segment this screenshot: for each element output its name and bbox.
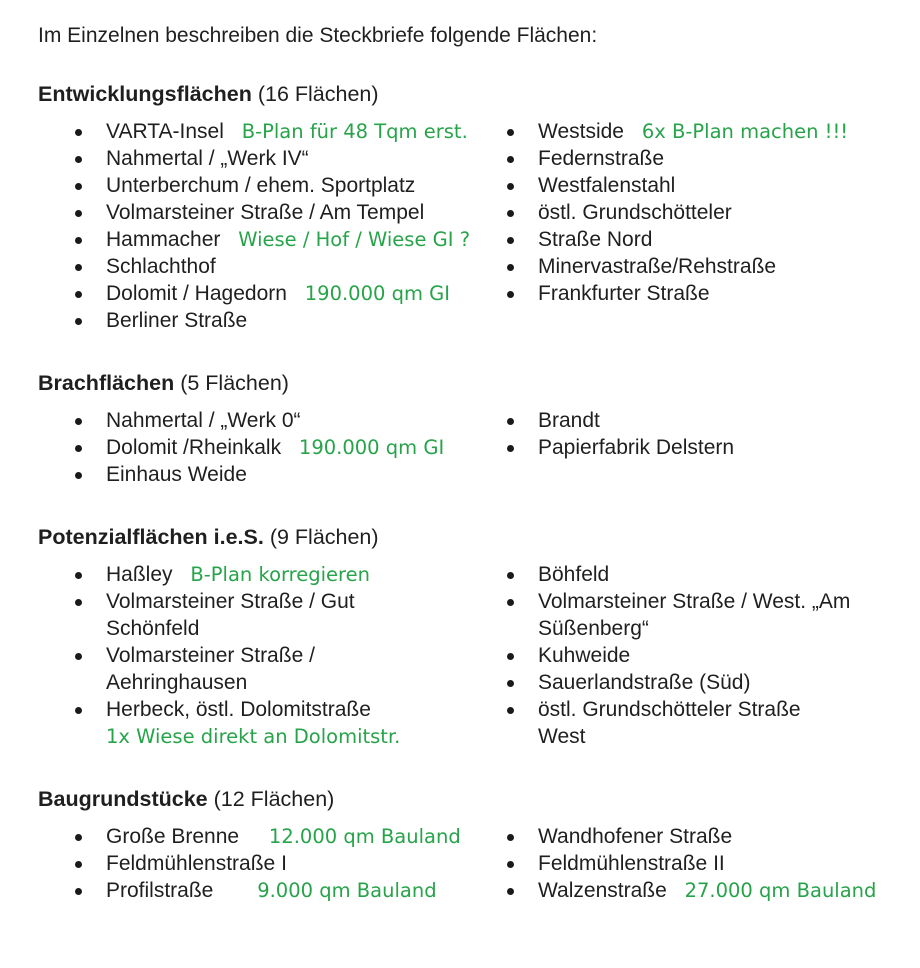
list-item: [73, 850, 505, 877]
section-title: Potenzialflächen i.e.S.: [38, 525, 264, 549]
intro-text: Im Einzelnen beschreiben die Steckbriefe folgende Flächen:: [38, 24, 598, 47]
section-baugrundst-cke: [38, 786, 920, 904]
section-title: Baugrundstücke: [38, 787, 208, 811]
item-text: östl. Grundschötteler: [538, 201, 732, 224]
bullet-list-left: [73, 407, 505, 488]
section-brachfl-chen: [38, 370, 920, 488]
item-text: Volmarsteiner Straße / Am Tempel: [106, 201, 425, 224]
list-item: [505, 877, 915, 904]
list-item: [73, 280, 505, 307]
item-text: Nahmertal / „Werk IV“: [106, 147, 309, 170]
list-item: [73, 642, 505, 696]
list-item: [505, 823, 915, 850]
item-text-line: Volmarsteiner Straße /: [106, 644, 315, 667]
item-text: Minervastraße/Rehstraße: [538, 255, 777, 278]
item-text: Unterberchum / ehem. Sportplatz: [106, 174, 416, 197]
item-text: [106, 590, 355, 640]
list-item: [73, 823, 505, 850]
list-item: [73, 199, 505, 226]
item-text-line: Aehringhausen: [106, 671, 248, 694]
item-note: 27.000 qm Bauland: [684, 879, 877, 902]
item-note: 190.000 qm GI: [298, 436, 445, 459]
list-item: [505, 172, 915, 199]
item-text: Sauerlandstraße (Süd): [538, 671, 751, 694]
item-text: Westside: [538, 120, 624, 143]
sections-container: [38, 81, 920, 904]
section-entwicklungsfl-chen: [38, 81, 920, 334]
list-item: [505, 145, 915, 172]
section-count: (12 Flächen): [213, 787, 335, 811]
item-note: 12.000 qm Bauland: [268, 825, 461, 848]
list-item: [73, 172, 505, 199]
item-text: Herbeck, östl. Dolomitstraße: [106, 698, 371, 721]
item-text: Westfalenstahl: [538, 174, 676, 197]
item-text: Große Brenne: [106, 825, 240, 848]
list-item: [73, 877, 505, 904]
item-text: Kuhweide: [538, 644, 631, 667]
item-text: Wandhofener Straße: [538, 825, 733, 848]
list-item: [505, 434, 915, 461]
list-item: [505, 642, 915, 669]
list-item: [505, 253, 915, 280]
item-text: [538, 698, 801, 748]
bullet-list-left: [73, 561, 505, 750]
item-text-line: östl. Grundschötteler Straße: [538, 698, 801, 721]
section-potenzialfl-chen-i-e-s: [38, 524, 920, 750]
item-text: Berliner Straße: [106, 309, 248, 332]
list-item: [505, 850, 915, 877]
item-note: 6x B-Plan machen !!!: [641, 120, 849, 143]
item-note: 9.000 qm Bauland: [257, 879, 437, 902]
item-text: Haßley: [106, 563, 173, 586]
item-text: Papierfabrik Delstern: [538, 436, 735, 459]
list-item: [505, 407, 915, 434]
item-text: [106, 644, 315, 694]
section-title: Brachflächen: [38, 371, 175, 395]
list-item: [73, 307, 505, 334]
section-title: Entwicklungsflächen: [38, 82, 252, 106]
list-item: [505, 280, 915, 307]
item-text: Walzenstraße: [538, 879, 667, 902]
item-text: Schlachthof: [106, 255, 216, 278]
item-text-line: Volmarsteiner Straße / West. „Am: [538, 590, 851, 613]
list-item: [505, 588, 915, 642]
item-text-line: West: [538, 725, 586, 748]
item-text-line: Schönfeld: [106, 617, 200, 640]
list-item: [505, 118, 915, 145]
item-note: Wiese / Hof / Wiese GI ?: [238, 228, 471, 251]
item-note: B-Plan für 48 Tqm erst.: [241, 120, 468, 143]
item-text-line: Süßenberg“: [538, 617, 649, 640]
list-item: [73, 145, 505, 172]
list-item: [73, 407, 505, 434]
bullet-list-left: [73, 118, 505, 334]
item-text: Frankfurter Straße: [538, 282, 710, 305]
item-text: Hammacher: [106, 228, 221, 251]
list-item: [505, 561, 915, 588]
list-item: [73, 118, 505, 145]
section-columns: [38, 561, 920, 750]
item-note: 190.000 qm GI: [304, 282, 451, 305]
item-text: Einhaus Weide: [106, 463, 247, 486]
item-text: Straße Nord: [538, 228, 653, 251]
item-text: Nahmertal / „Werk 0“: [106, 409, 301, 432]
bullet-list-left: [73, 823, 505, 904]
section-count: (16 Flächen): [257, 82, 379, 106]
list-item: [73, 461, 505, 488]
bullet-list-right: [505, 561, 915, 750]
bullet-list-right: [505, 118, 915, 334]
list-item: [73, 253, 505, 280]
bullet-list-right: [505, 407, 915, 488]
list-item: [505, 226, 915, 253]
item-text: Dolomit / Hagedorn: [106, 282, 287, 305]
item-text: Brandt: [538, 409, 600, 432]
item-note: B-Plan korregieren: [190, 563, 370, 586]
section-columns: [38, 118, 920, 334]
item-text: Federnstraße: [538, 147, 665, 170]
list-item: [73, 434, 505, 461]
list-item: [505, 199, 915, 226]
section-columns: [38, 823, 920, 904]
section-heading: [38, 370, 920, 397]
item-text: Böhfeld: [538, 563, 610, 586]
item-text: VARTA-Insel: [106, 120, 224, 143]
bullet-list-right: [505, 823, 915, 904]
item-text: [538, 590, 850, 640]
list-item: [505, 696, 915, 750]
section-columns: [38, 407, 920, 488]
item-note-block: 1x Wiese direkt an Dolomitstr.: [106, 725, 401, 748]
item-text: Dolomit /Rheinkalk: [106, 436, 282, 459]
section-heading: [38, 524, 920, 551]
item-text: Feldmühlenstraße II: [538, 852, 725, 875]
item-text: Feldmühlenstraße I: [106, 852, 287, 875]
section-count: (9 Flächen): [269, 525, 379, 549]
item-text: Profilstraße: [106, 879, 214, 902]
section-heading: [38, 786, 920, 813]
list-item: [73, 226, 505, 253]
list-item: [73, 696, 505, 750]
section-heading: [38, 81, 920, 108]
list-item: [505, 669, 915, 696]
list-item: [73, 588, 505, 642]
section-count: (5 Flächen): [180, 371, 289, 395]
item-text-line: Volmarsteiner Straße / Gut: [106, 590, 355, 613]
list-item: [73, 561, 505, 588]
